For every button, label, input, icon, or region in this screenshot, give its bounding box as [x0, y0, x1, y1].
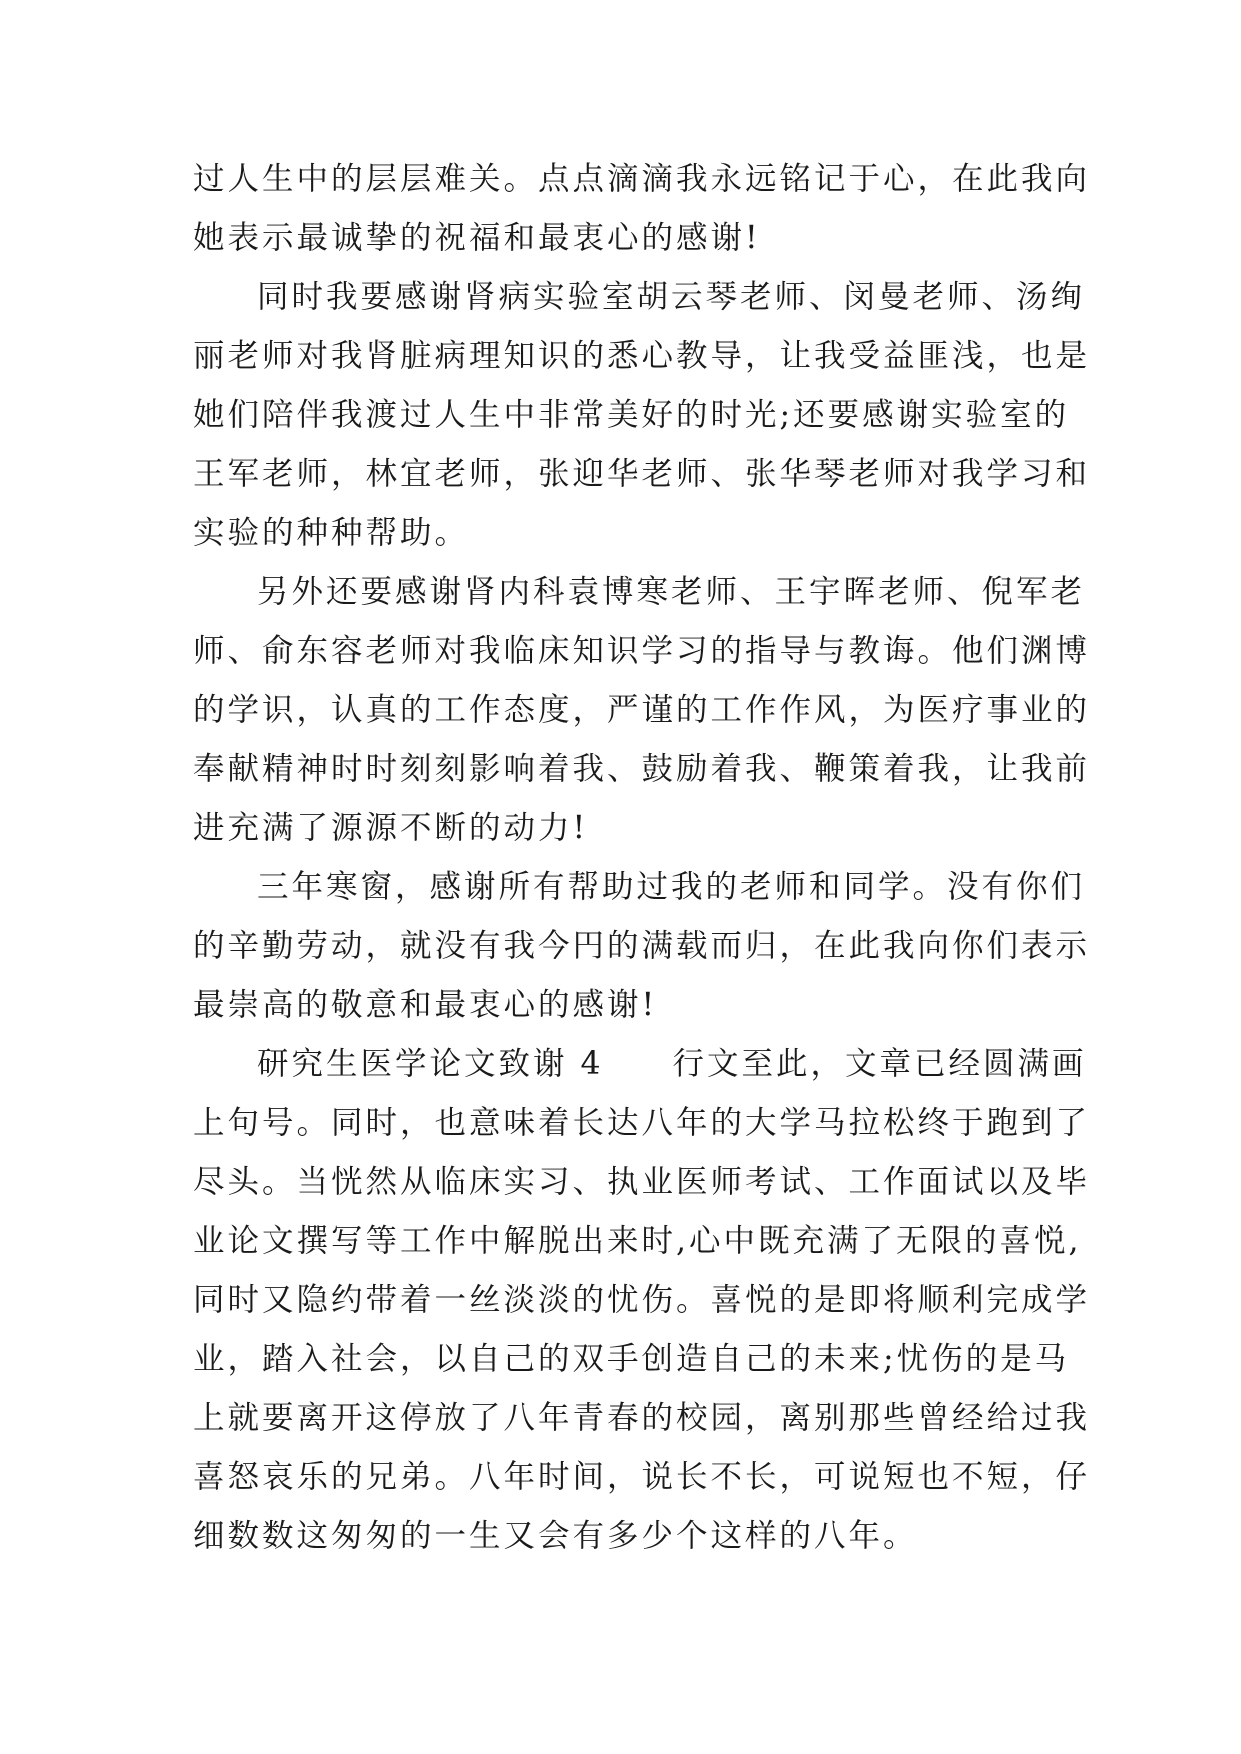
- text-line-paragraph-start: 同时我要感谢肾病实验室胡云琴老师、闵曼老师、汤绚: [257, 279, 1086, 315]
- body-text: [193, 150, 1091, 1566]
- text-line: 的学识，认真的工作态度，严谨的工作作风，为医疗事业的: [193, 692, 1091, 728]
- text-line: 业论文撰写等工作中解脱出来时,心中既充满了无限的喜悦,: [193, 1223, 1082, 1259]
- text-line: 丽老师对我肾脏病理知识的悉心教导，让我受益匪浅，也是: [193, 338, 1091, 374]
- text-line: 最崇高的敬意和最衷心的感谢!: [193, 987, 658, 1023]
- text-line-paragraph-start: 三年寒窗，感谢所有帮助过我的老师和同学。没有你们: [257, 869, 1086, 905]
- text-line: 上就要离开这停放了八年青春的校园，离别那些曾经给过我: [193, 1400, 1091, 1436]
- text-line: 同时又隐约带着一丝淡淡的忧伤。喜悦的是即将顺利完成学: [193, 1282, 1091, 1318]
- text-line: 过人生中的层层难关。点点滴滴我永远铭记于心，在此我向: [193, 161, 1091, 197]
- text-line: 业，踏入社会，以自己的双手创造自己的未来;忧伤的是马: [193, 1341, 1070, 1377]
- text-line: 她表示最诚挚的祝福和最衷心的感谢!: [193, 220, 761, 256]
- text-line-paragraph-start: 研究生医学论文致谢 4 行文至此，文章已经圆满画: [257, 1046, 1087, 1082]
- text-line: 师、俞东容老师对我临床知识学习的指导与教诲。他们渊博: [193, 633, 1091, 669]
- text-line: 细数数这匆匆的一生又会有多少个这样的八年。: [193, 1518, 918, 1554]
- text-line: 实验的种种帮助。: [193, 515, 470, 551]
- text-line: 喜怒哀乐的兄弟。八年时间，说长不长，可说短也不短，仔: [193, 1459, 1091, 1495]
- text-line: 奉献精神时时刻刻影响着我、鼓励着我、鞭策着我，让我前: [193, 751, 1091, 787]
- text-line: 王军老师，林宜老师，张迎华老师、张华琴老师对我学习和: [193, 456, 1091, 492]
- text-line: 进充满了源源不断的动力!: [193, 810, 589, 846]
- text-line: 她们陪伴我渡过人生中非常美好的时光;还要感谢实验室的: [193, 397, 1070, 433]
- text-line: 尽头。当恍然从临床实习、执业医师考试、工作面试以及毕: [193, 1164, 1091, 1200]
- text-line: 的辛勤劳动，就没有我今円的满载而归，在此我向你们表示: [193, 928, 1091, 964]
- text-line: 上句号。同时，也意味着长达八年的大学马拉松终于跑到了: [193, 1105, 1091, 1141]
- text-line-paragraph-start: 另外还要感谢肾内科袁博寒老师、王宇晖老师、倪军老: [257, 574, 1086, 610]
